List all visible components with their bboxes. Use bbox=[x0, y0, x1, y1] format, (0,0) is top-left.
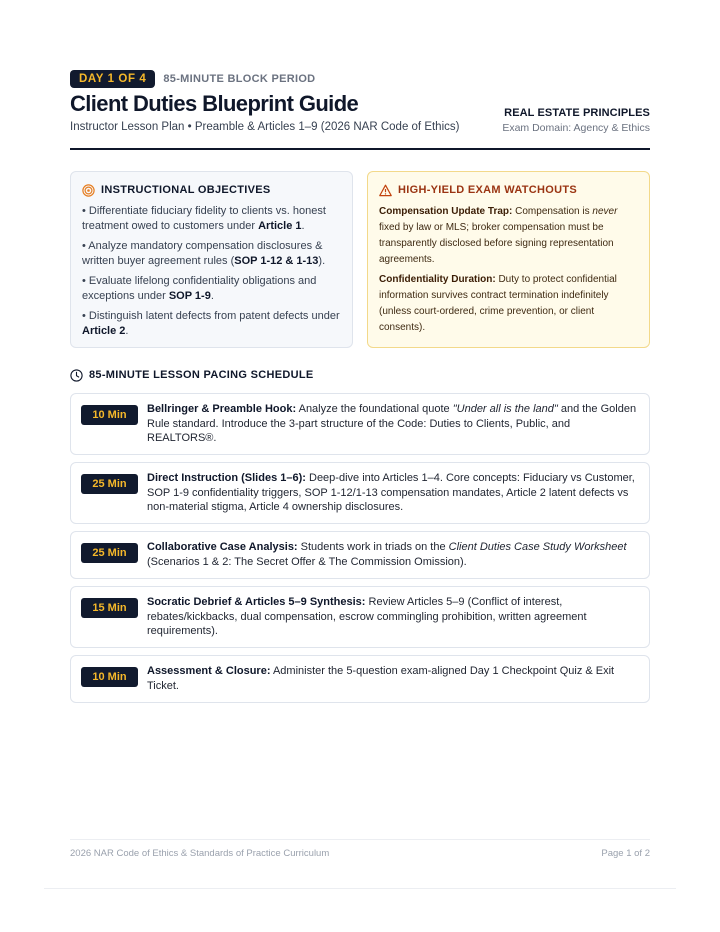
watchout-text: Compensation is bbox=[512, 206, 593, 217]
objective-reference: Article 1 bbox=[258, 220, 302, 232]
schedule-row-label: Collaborative Case Analysis: bbox=[147, 541, 298, 553]
course-name: REAL ESTATE PRINCIPLES bbox=[504, 107, 650, 119]
watchouts-heading bbox=[379, 183, 638, 197]
footer-divider bbox=[70, 839, 650, 840]
watchout-text-tail: fixed by law or MLS; broker compensation must be transparently disclosed before signing representation agreements. bbox=[379, 222, 614, 265]
objectives-heading bbox=[82, 183, 341, 197]
schedule-row bbox=[70, 655, 650, 703]
objective-tail: ). bbox=[318, 255, 326, 267]
schedule-row-emphasis: "Under all is the land" bbox=[452, 403, 558, 415]
watchout-emphasis: never bbox=[592, 206, 618, 217]
schedule-row-label: Direct Instruction (Slides 1–6): bbox=[147, 472, 306, 484]
schedule-row-desc: Students work in triads on the bbox=[297, 541, 449, 553]
objectives-heading-label: INSTRUCTIONAL OBJECTIVES bbox=[101, 184, 271, 196]
schedule-row-text bbox=[147, 540, 640, 569]
watchouts-heading-label: HIGH-YIELD EXAM WATCHOUTS bbox=[398, 184, 578, 196]
page-bottom-divider bbox=[44, 888, 676, 889]
objective-reference: SOP 1-9 bbox=[168, 290, 211, 302]
header-top-row bbox=[70, 70, 315, 88]
objective-text: • Distinguish latent defects from patent defects under bbox=[82, 310, 340, 322]
objective-item bbox=[82, 204, 341, 234]
schedule-row-text bbox=[147, 402, 640, 446]
watchout-label: Confidentiality Duration: bbox=[379, 274, 496, 285]
watchout-text: Duty to protect confidential information survives contract termination indefinitely (unless court-ordered, crime prevention, or client consents). bbox=[379, 274, 617, 333]
schedule-row bbox=[70, 462, 650, 524]
schedule-heading-label: 85-MINUTE LESSON PACING SCHEDULE bbox=[89, 369, 314, 381]
schedule-row-text bbox=[147, 595, 640, 639]
schedule-row-desc: Review Articles 5–9 (Conflict of interest, rebates/kickbacks, dual compensation, escrow commingling prohibition, written agreement requirements). bbox=[147, 596, 587, 637]
time-badge: 25 Min bbox=[81, 474, 138, 494]
objective-reference: Article 2 bbox=[82, 325, 126, 337]
page-number: Page 1 of 2 bbox=[601, 848, 650, 859]
objective-text: • Differentiate fiduciary fidelity to clients vs. honest treatment owed to customers under bbox=[82, 205, 326, 232]
schedule-row-emphasis: Client Duties Case Study Worksheet bbox=[448, 541, 627, 553]
page-title: Client Duties Blueprint Guide bbox=[70, 91, 359, 116]
lesson-plan-page bbox=[70, 0, 650, 932]
schedule-row-label: Socratic Debrief & Articles 5–9 Synthesis: bbox=[147, 596, 366, 608]
watchout-label: Compensation Update Trap: bbox=[379, 206, 513, 217]
footer-curriculum: 2026 NAR Code of Ethics & Standards of Practice Curriculum bbox=[70, 848, 330, 859]
schedule-heading bbox=[70, 368, 314, 382]
schedule-row-desc-tail: and the Golden Rule standard. Introduce the 3-part structure of the Code: Duties to Clients, Public, and REALTORS®. bbox=[147, 403, 637, 444]
objective-tail: . bbox=[125, 325, 129, 337]
time-badge: 10 Min bbox=[81, 405, 138, 425]
schedule-row-desc: Administer the 5-question exam-aligned Day 1 Checkpoint Quiz & Exit Ticket. bbox=[147, 665, 615, 692]
schedule-row-text bbox=[147, 664, 640, 693]
schedule-row bbox=[70, 531, 650, 579]
objective-item bbox=[82, 309, 341, 339]
schedule-row-label: Assessment & Closure: bbox=[147, 665, 271, 677]
watchout-item bbox=[379, 204, 638, 268]
schedule-row-desc: Deep-dive into Articles 1–4. Core concepts: Fiduciary vs Customer, SOP 1-9 confidentiality triggers, SOP 1-12/1-13 compensation mandates, Article 2 latent defects vs non-material stigma, Article 4 ownership disclosures. bbox=[147, 472, 635, 513]
objective-tail: . bbox=[301, 220, 305, 232]
objective-text: • Evaluate lifelong confidentiality obligations and exceptions under bbox=[82, 275, 317, 302]
header-divider bbox=[70, 148, 650, 150]
block-period-label: 85-MINUTE BLOCK PERIOD bbox=[163, 73, 316, 85]
objective-reference: SOP 1-12 & 1-13 bbox=[234, 255, 319, 267]
schedule-row bbox=[70, 586, 650, 648]
objective-tail: . bbox=[210, 290, 214, 302]
target-icon bbox=[82, 184, 95, 197]
schedule-row-label: Bellringer & Preamble Hook: bbox=[147, 403, 297, 415]
schedule-row bbox=[70, 393, 650, 455]
objectives-panel bbox=[70, 171, 353, 348]
objective-item bbox=[82, 239, 341, 269]
schedule-row-desc-tail: (Scenarios 1 & 2: The Secret Offer & The Commission Omission). bbox=[147, 555, 467, 568]
day-badge: DAY 1 OF 4 bbox=[70, 70, 155, 88]
objective-item bbox=[82, 274, 341, 304]
time-badge: 15 Min bbox=[81, 598, 138, 618]
warning-icon bbox=[379, 184, 392, 197]
objective-text: • Analyze mandatory compensation disclosures & written buyer agreement rules ( bbox=[82, 240, 323, 267]
watchouts-panel bbox=[367, 171, 650, 348]
time-badge: 10 Min bbox=[81, 667, 138, 687]
exam-domain: Exam Domain: Agency & Ethics bbox=[502, 122, 650, 134]
objectives-list bbox=[82, 204, 341, 339]
clock-icon bbox=[70, 369, 83, 382]
page-subtitle: Instructor Lesson Plan • Preamble & Articles 1–9 (2026 NAR Code of Ethics) bbox=[70, 121, 460, 133]
time-badge: 25 Min bbox=[81, 543, 138, 563]
schedule-row-text bbox=[147, 471, 640, 515]
watchout-item bbox=[379, 272, 638, 336]
schedule-row-desc: Analyze the foundational quote bbox=[296, 403, 453, 415]
